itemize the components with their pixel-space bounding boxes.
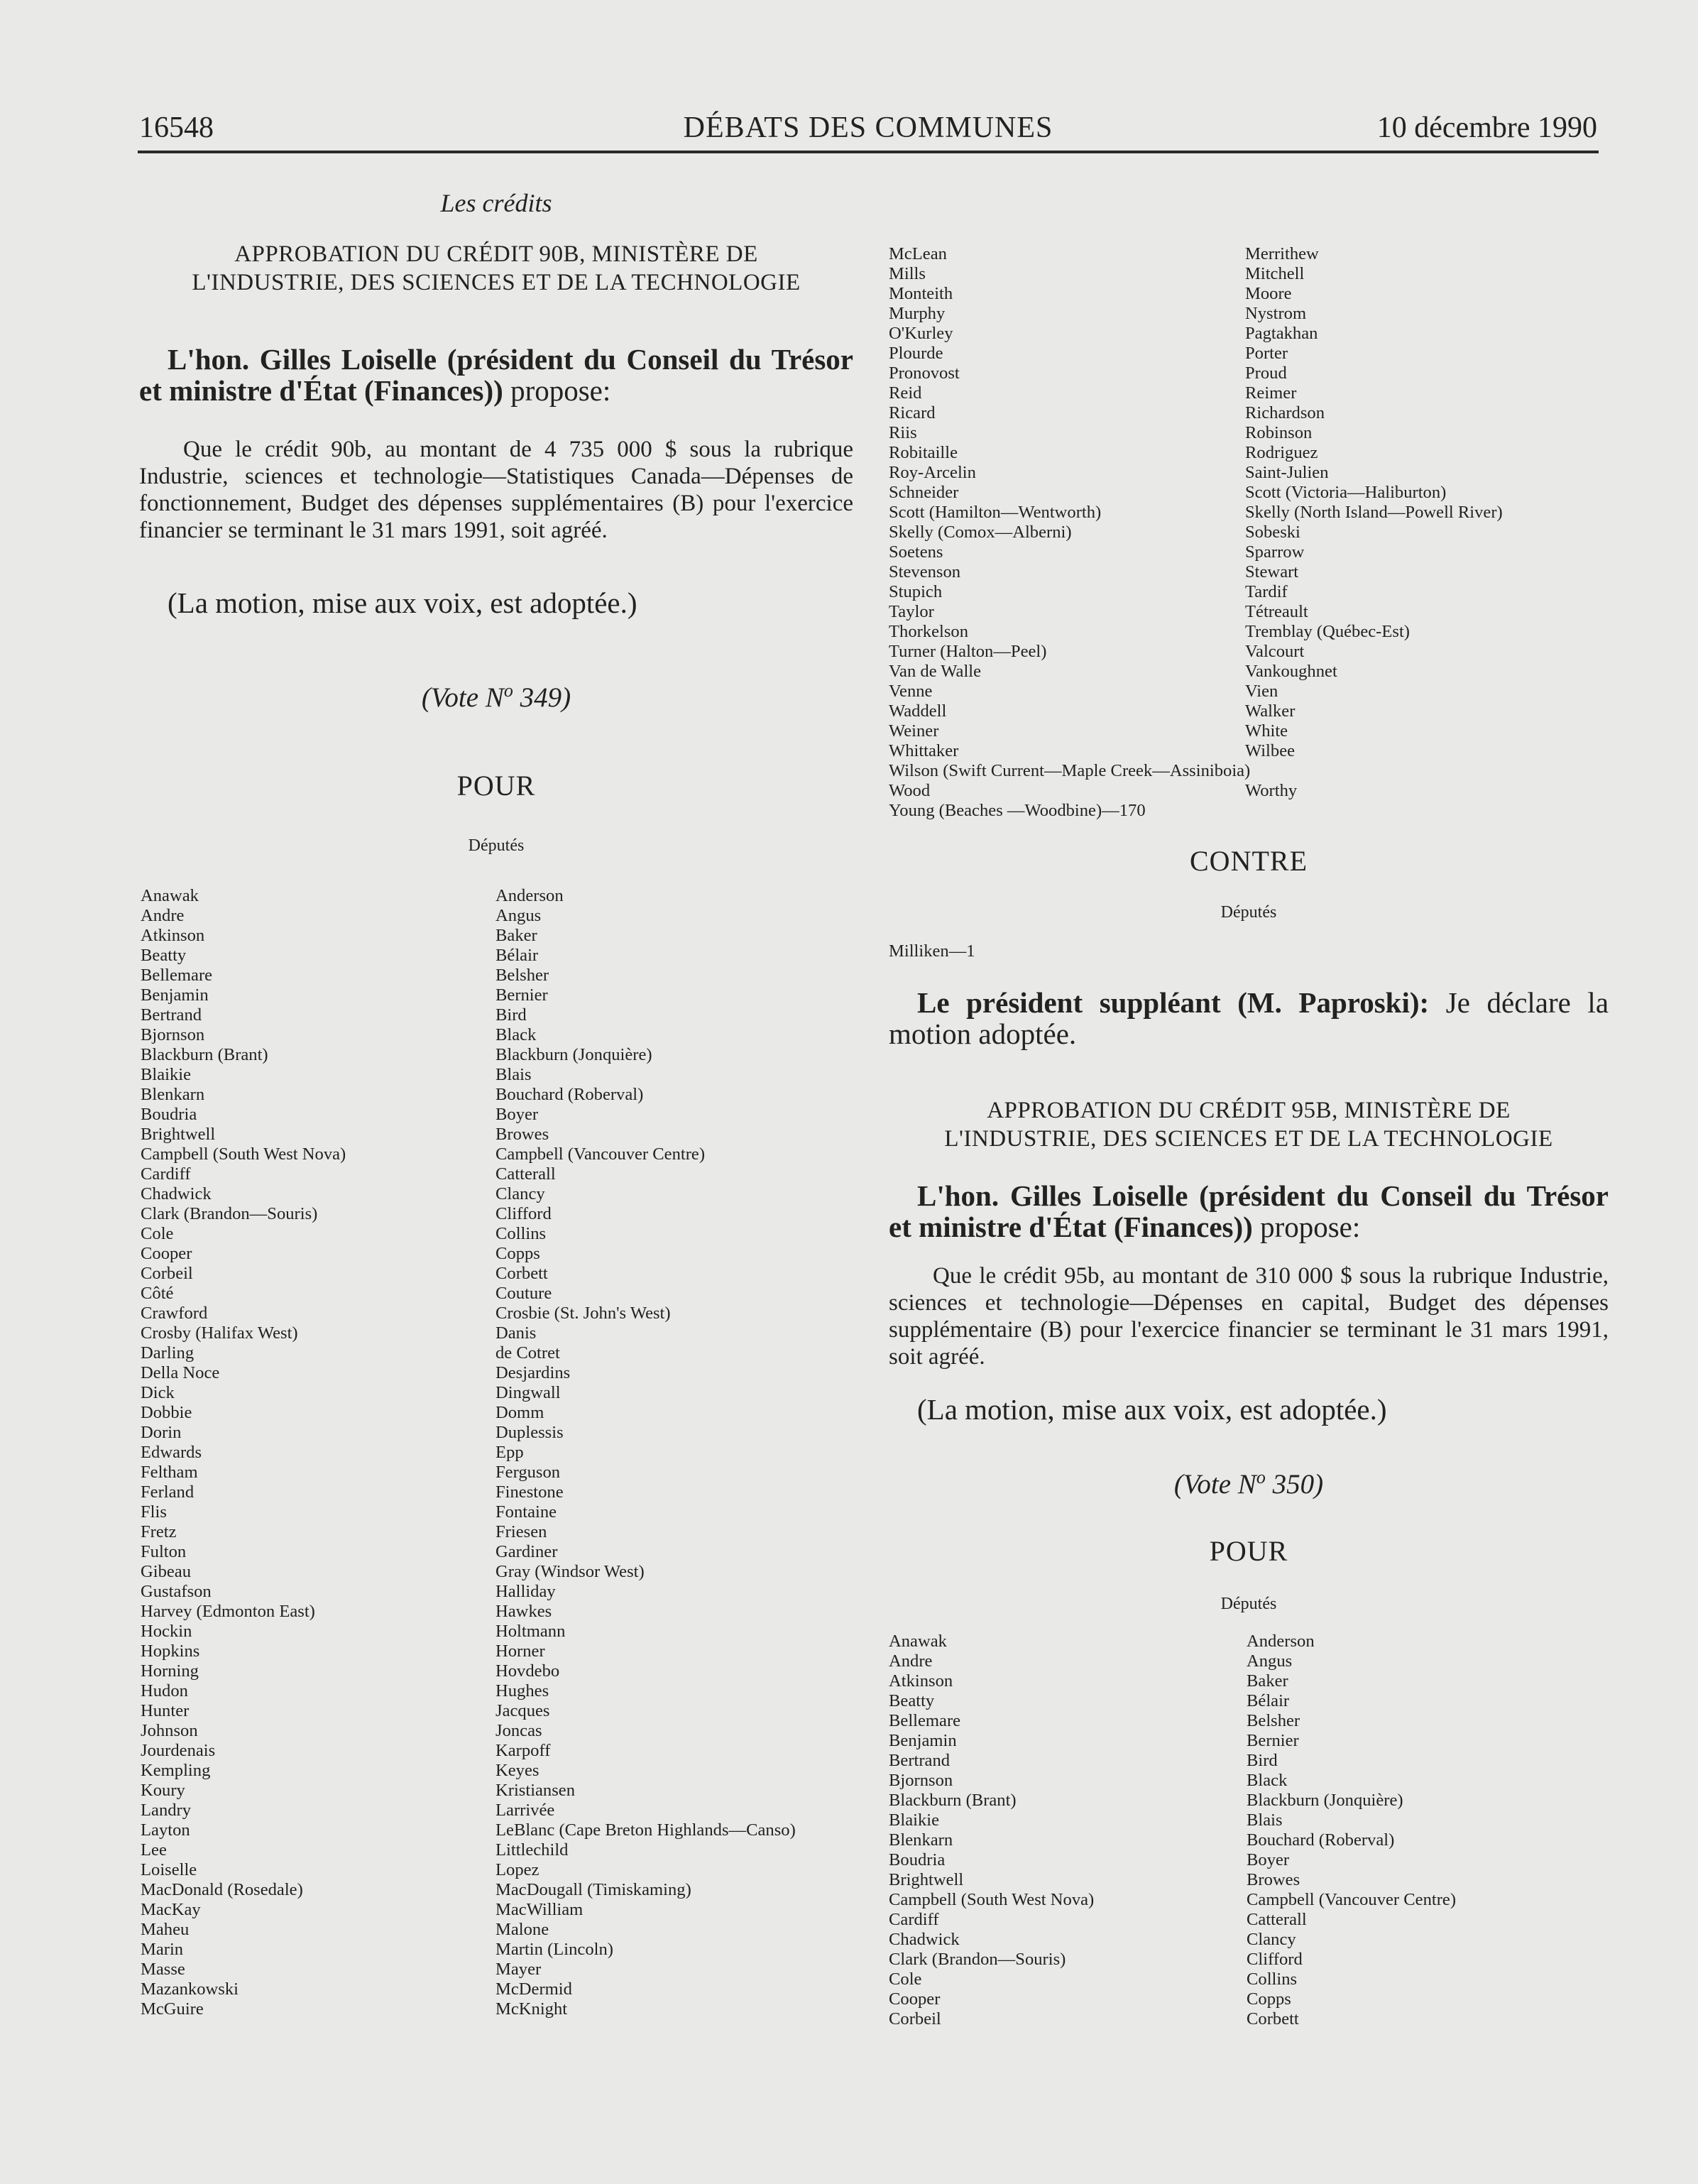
member-name: Fontaine [495,1502,557,1522]
deputes-label-349: Députés [468,836,525,855]
member-name: Atkinson [141,926,205,945]
vote-number-350: (Vote $N^o$ 350) [1173,1467,1324,1500]
member-name: Schneider [889,483,959,502]
member-name: McDermid [495,1980,572,1999]
member-name: Gibeau [141,1562,192,1581]
member-name: Boyer [1247,1850,1290,1869]
member-name: MacWilliam [495,1900,584,1919]
member-name: Horner [495,1642,545,1661]
names-list-349-cont-col2 [1245,244,1503,761]
member-name: Darling [141,1343,195,1363]
member-name: Boudria [889,1850,946,1869]
member-name: Masse [141,1960,185,1979]
name-worthy: Worthy [1245,781,1298,800]
section-title-line: APPROBATION DU CRÉDIT 90B, MINISTÈRE DE [234,241,758,267]
publication-title: DÉBATS DES COMMUNES [683,111,1053,144]
member-name: Tremblay (Québec-Est) [1245,622,1410,641]
member-name: Mitchell [1245,264,1305,283]
member-name: Hunter [141,1701,190,1720]
member-name: Halliday [495,1582,556,1601]
member-name: Anderson [1247,1632,1315,1651]
section-title-line: L'INDUSTRIE, DES SCIENCES ET DE LA TECHNOLOGIE [192,270,801,295]
member-name: Cooper [141,1244,192,1263]
member-name: McGuire [141,1999,204,2019]
member-name: Skelly (Comox—Alberni) [889,523,1072,542]
member-name: Holtmann [495,1622,566,1641]
member-name: MacDonald (Rosedale) [141,1880,303,1899]
member-name: Della Noce [141,1363,220,1382]
member-name: Andre [141,906,185,925]
member-name: O'Kurley [889,324,953,343]
president-text: Je déclare la motion adoptée. [889,986,1609,1050]
member-name: Roy-Arcelin [889,463,976,482]
member-name: MacKay [141,1900,201,1919]
member-name: Blenkarn [141,1085,205,1104]
member-name: Ferguson [495,1463,561,1482]
member-name: Blais [495,1065,532,1084]
deputes-label-350: Députés [1220,1595,1277,1613]
member-name: Clifford [495,1204,552,1223]
member-name: Catterall [1247,1910,1307,1929]
member-name: Andre [889,1651,933,1671]
member-name: Dingwall [495,1383,561,1402]
member-name: Cole [141,1224,174,1243]
member-name: Cardiff [889,1910,939,1929]
member-name: Flis [141,1502,167,1522]
member-name: Sparrow [1245,542,1305,562]
member-name: Robinson [1245,423,1313,442]
member-name: Marin [141,1940,184,1959]
member-name: Martin (Lincoln) [495,1940,613,1959]
contre-heading: CONTRE [1190,845,1308,877]
member-name: Blackburn (Jonquière) [495,1045,652,1064]
member-name: Robitaille [889,443,958,462]
member-name: Taylor [889,602,934,621]
member-name: Keyes [495,1761,539,1780]
member-name: Whittaker [889,741,959,760]
member-name: Friesen [495,1522,547,1541]
names-list-349-col1 [141,886,346,2019]
section-title-90b [139,240,853,297]
member-name: Turner (Halton—Peel) [889,642,1047,661]
member-name: Brightwell [141,1125,216,1144]
member-name: Beatty [141,946,187,965]
member-name: Couture [495,1284,552,1303]
member-name: Ricard [889,403,936,422]
member-name: Mayer [495,1960,542,1979]
member-name: Crosby (Halifax West) [141,1323,298,1343]
member-name: Fulton [141,1542,187,1561]
member-name: Epp [495,1443,524,1462]
pour-heading-349: POUR [456,770,536,802]
member-name: Boudria [141,1105,197,1124]
member-name: Blackburn (Jonquière) [1247,1791,1403,1810]
member-name: Merrithew [1245,244,1319,263]
member-name: Campbell (South West Nova) [141,1145,346,1164]
member-name: Riis [889,423,917,442]
member-name: Chadwick [141,1184,212,1203]
member-name: Clifford [1247,1950,1303,1969]
member-name: Crawford [141,1304,208,1323]
member-name: Valcourt [1245,642,1305,661]
contre-deputes-label: Députés [1220,903,1277,922]
member-name: Landry [141,1801,192,1820]
member-name: Chadwick [889,1930,960,1949]
member-name: Scott (Victoria—Haliburton) [1245,483,1447,502]
member-name: Black [1247,1771,1288,1790]
member-name: Walker [1245,701,1296,721]
member-name: Monteith [889,284,953,303]
member-name: Stewart [1245,562,1299,582]
member-name: Wilbee [1245,741,1296,760]
member-name: Hopkins [141,1642,200,1661]
member-name: Dobbie [141,1403,192,1422]
pour-heading-350: POUR [1209,1535,1288,1567]
member-name: Van de Walle [889,662,982,681]
member-name: Bellemare [889,1711,961,1730]
member-name: Layton [141,1820,190,1840]
member-name: Vankoughnet [1245,662,1337,681]
member-name: de Cotret [495,1343,560,1363]
header-rule [138,151,1599,153]
speaker-name: L'hon. Gilles Loiselle (président du Conseil du Trésor et ministre d'État (Finances)) [139,343,853,407]
contre-names: Milliken—1 [889,941,975,961]
member-name: Domm [495,1403,544,1422]
member-name: Reid [889,383,922,403]
member-name: Maheu [141,1920,190,1939]
motion-text-95b: Que le crédit 95b, au montant de 310 000 $ sous la rubrique Industrie, sciences et technologie—Dépenses en capital, Budget des dépenses supplémentaire (B) pour l'exercice financier se terminant le 31 mars 1991, soit agréé. [889,1263,1609,1370]
member-name: Jourdenais [141,1741,216,1760]
member-name: Bernier [495,985,548,1005]
member-name: Johnson [141,1721,198,1740]
member-name: Côté [141,1284,174,1303]
member-name: Bellemare [141,966,213,985]
speaker-name: L'hon. Gilles Loiselle (président du Conseil du Trésor et ministre d'État (Finances)) [889,1179,1609,1243]
member-name: Koury [141,1781,185,1800]
member-name: McKnight [495,1999,568,2019]
member-name: Kempling [141,1761,211,1780]
member-name: Bernier [1247,1731,1299,1750]
member-name: Scott (Hamilton—Wentworth) [889,503,1102,522]
member-name: Nystrom [1245,304,1307,323]
member-name: Bélair [495,946,539,965]
member-name: Waddell [889,701,947,721]
member-name: Stevenson [889,562,961,582]
member-name: Joncas [495,1721,542,1740]
member-name: Belsher [495,966,549,985]
member-name: Blais [1247,1811,1283,1830]
publication-date: 10 décembre 1990 [1376,111,1597,144]
member-name: Dorin [141,1423,182,1442]
member-name: Feltham [141,1463,198,1482]
member-name: Soetens [889,542,943,562]
motion-text-90b: Que le crédit 90b, au montant de 4 735 000 $ sous la rubrique Industrie, sciences et technologie—Statistiques Canada—Dépenses de fonctionnement, Budget des dépenses supplémentaires (B) pour l'exercice financier se terminant le 31 mars 1991, soit agréé. [139,437,853,543]
member-name: Blaikie [141,1065,192,1084]
member-name: Duplessis [495,1423,564,1442]
member-name: Murphy [889,304,946,323]
president-paragraph [889,987,1609,1049]
member-name: Angus [495,906,542,925]
member-name: Brightwell [889,1870,964,1889]
member-name: Bertrand [889,1751,951,1770]
page-header [139,107,1597,149]
member-name: LeBlanc (Cape Breton Highlands—Canso) [495,1820,796,1840]
member-name: Lee [141,1840,167,1860]
member-name: White [1245,721,1288,741]
member-name: Black [495,1025,537,1044]
member-name: Bouchard (Roberval) [495,1085,644,1104]
member-name: Porter [1245,344,1288,363]
speaker-action: propose: [503,374,611,407]
member-name: Bjornson [141,1025,205,1044]
member-name: Pagtakhan [1245,324,1318,343]
member-name: Clark (Brandon—Souris) [141,1204,318,1223]
adopted-notice-90b: (La motion, mise aux voix, est adoptée.) [168,586,637,619]
member-name: Jacques [495,1701,550,1720]
member-name: Sobeski [1245,523,1300,542]
member-name: Edwards [141,1443,202,1462]
credits-heading: Les crédits [440,189,552,217]
member-name: Corbeil [889,2009,941,2029]
member-name: Vien [1245,682,1278,701]
member-name: Karpoff [495,1741,551,1760]
member-name: MacDougall (Timiskaming) [495,1880,691,1899]
member-name: Corbeil [141,1264,193,1283]
section-title-line: APPROBATION DU CRÉDIT 95B, MINISTÈRE DE [987,1098,1511,1123]
president-name: Le président suppléant (M. Paproski): [917,986,1430,1019]
member-name: Collins [495,1224,547,1243]
member-name: Desjardins [495,1363,571,1382]
member-name: Browes [1247,1870,1300,1889]
member-name: Catterall [495,1164,556,1184]
member-name: Hudon [141,1681,188,1700]
member-name: Campbell (South West Nova) [889,1890,1095,1909]
member-name: Stupich [889,582,943,601]
member-name: Finestone [495,1483,564,1502]
names-list-349-col2 [495,886,796,2019]
member-name: Collins [1247,1970,1298,1989]
member-name: Reimer [1245,383,1297,403]
member-name: Beatty [889,1691,935,1710]
member-name: Belsher [1247,1711,1300,1730]
member-name: Blackburn (Brant) [889,1791,1017,1810]
member-name: Gustafson [141,1582,212,1601]
member-name: Blaikie [889,1811,940,1830]
name-wood: Wood [889,781,931,800]
speaker-paragraph-90b [139,344,853,406]
member-name: Baker [495,926,537,945]
member-name: Bird [1247,1751,1278,1770]
member-name: Plourde [889,344,943,363]
member-name: Harvey (Edmonton East) [141,1602,315,1621]
member-name: Skelly (North Island—Powell River) [1245,503,1503,522]
member-name: Crosbie (St. John's West) [495,1304,671,1323]
member-name: Benjamin [889,1731,957,1750]
member-name: Blenkarn [889,1830,953,1850]
member-name: Cole [889,1970,922,1989]
member-name: Campbell (Vancouver Centre) [495,1145,706,1164]
member-name: Anawak [889,1632,947,1651]
member-name: Hughes [495,1681,549,1700]
member-name: Larrivée [495,1801,555,1820]
member-name: Lopez [495,1860,539,1879]
names-list-350-col2 [1247,1632,1456,2029]
name-wilson: Wilson (Swift Current—Maple Creek—Assiniboia) [889,761,1251,780]
member-name: Venne [889,682,933,701]
member-name: Clancy [495,1184,545,1203]
member-name: Copps [1247,1989,1291,2009]
speaker-action: propose: [1252,1211,1361,1243]
member-name: Kristiansen [495,1781,576,1800]
member-name: Bélair [1247,1691,1290,1710]
member-name: Ferland [141,1483,195,1502]
member-name: Anawak [141,886,199,905]
member-name: Pronovost [889,364,960,383]
member-name: Tardif [1245,582,1288,601]
member-name: Proud [1245,364,1287,383]
member-name: Mills [889,264,926,283]
vote-number-349: (Vote $N^o$ 349) [421,680,571,713]
member-name: Danis [495,1323,537,1343]
member-name: Weiner [889,721,939,741]
adopted-notice-95b: (La motion, mise aux voix, est adoptée.) [917,1393,1387,1426]
section-title-line: L'INDUSTRIE, DES SCIENCES ET DE LA TECHNOLOGIE [944,1126,1553,1152]
member-name: Benjamin [141,985,209,1005]
member-name: McLean [889,244,947,263]
names-list-350-col1 [889,1632,1094,2029]
member-name: Gray (Windsor West) [495,1562,645,1581]
member-name: Boyer [495,1105,539,1124]
member-name: Littlechild [495,1840,569,1860]
names-list-349-cont-col1 [889,244,1101,761]
member-name: Bouchard (Roberval) [1247,1830,1395,1850]
member-name: Hockin [141,1622,192,1641]
member-name: Clancy [1247,1930,1296,1949]
member-name: Cardiff [141,1164,191,1184]
member-name: Cooper [889,1989,941,2009]
page-number: 16548 [139,111,214,144]
member-name: Hovdebo [495,1661,560,1681]
member-name: Gardiner [495,1542,558,1561]
member-name: Atkinson [889,1671,953,1691]
member-name: Copps [495,1244,540,1263]
member-name: Thorkelson [889,622,969,641]
member-name: Rodriguez [1245,443,1318,462]
member-name: Corbett [495,1264,548,1283]
member-name: Bird [495,1005,527,1025]
member-name: Campbell (Vancouver Centre) [1247,1890,1457,1909]
member-name: Baker [1247,1671,1288,1691]
member-name: Saint-Julien [1245,463,1329,482]
member-name: Corbett [1247,2009,1299,2029]
member-name: Hawkes [495,1602,552,1621]
member-name: Tétreault [1245,602,1308,621]
member-name: Moore [1245,284,1292,303]
name-young-total: Young (Beaches —Woodbine)—170 [889,801,1146,820]
section-title-95b [889,1096,1609,1153]
member-name: Fretz [141,1522,177,1541]
member-name: Clark (Brandon—Souris) [889,1950,1066,1969]
member-name: Dick [141,1383,175,1402]
member-name: Blackburn (Brant) [141,1045,268,1064]
member-name: Angus [1247,1651,1293,1671]
member-name: Malone [495,1920,549,1939]
member-name: Anderson [495,886,564,905]
member-name: Horning [141,1661,199,1681]
speaker-paragraph-95b [889,1180,1609,1243]
member-name: Browes [495,1125,549,1144]
member-name: Richardson [1245,403,1325,422]
member-name: Bertrand [141,1005,202,1025]
member-name: Loiselle [141,1860,197,1879]
member-name: Mazankowski [141,1980,239,1999]
member-name: Bjornson [889,1771,953,1790]
